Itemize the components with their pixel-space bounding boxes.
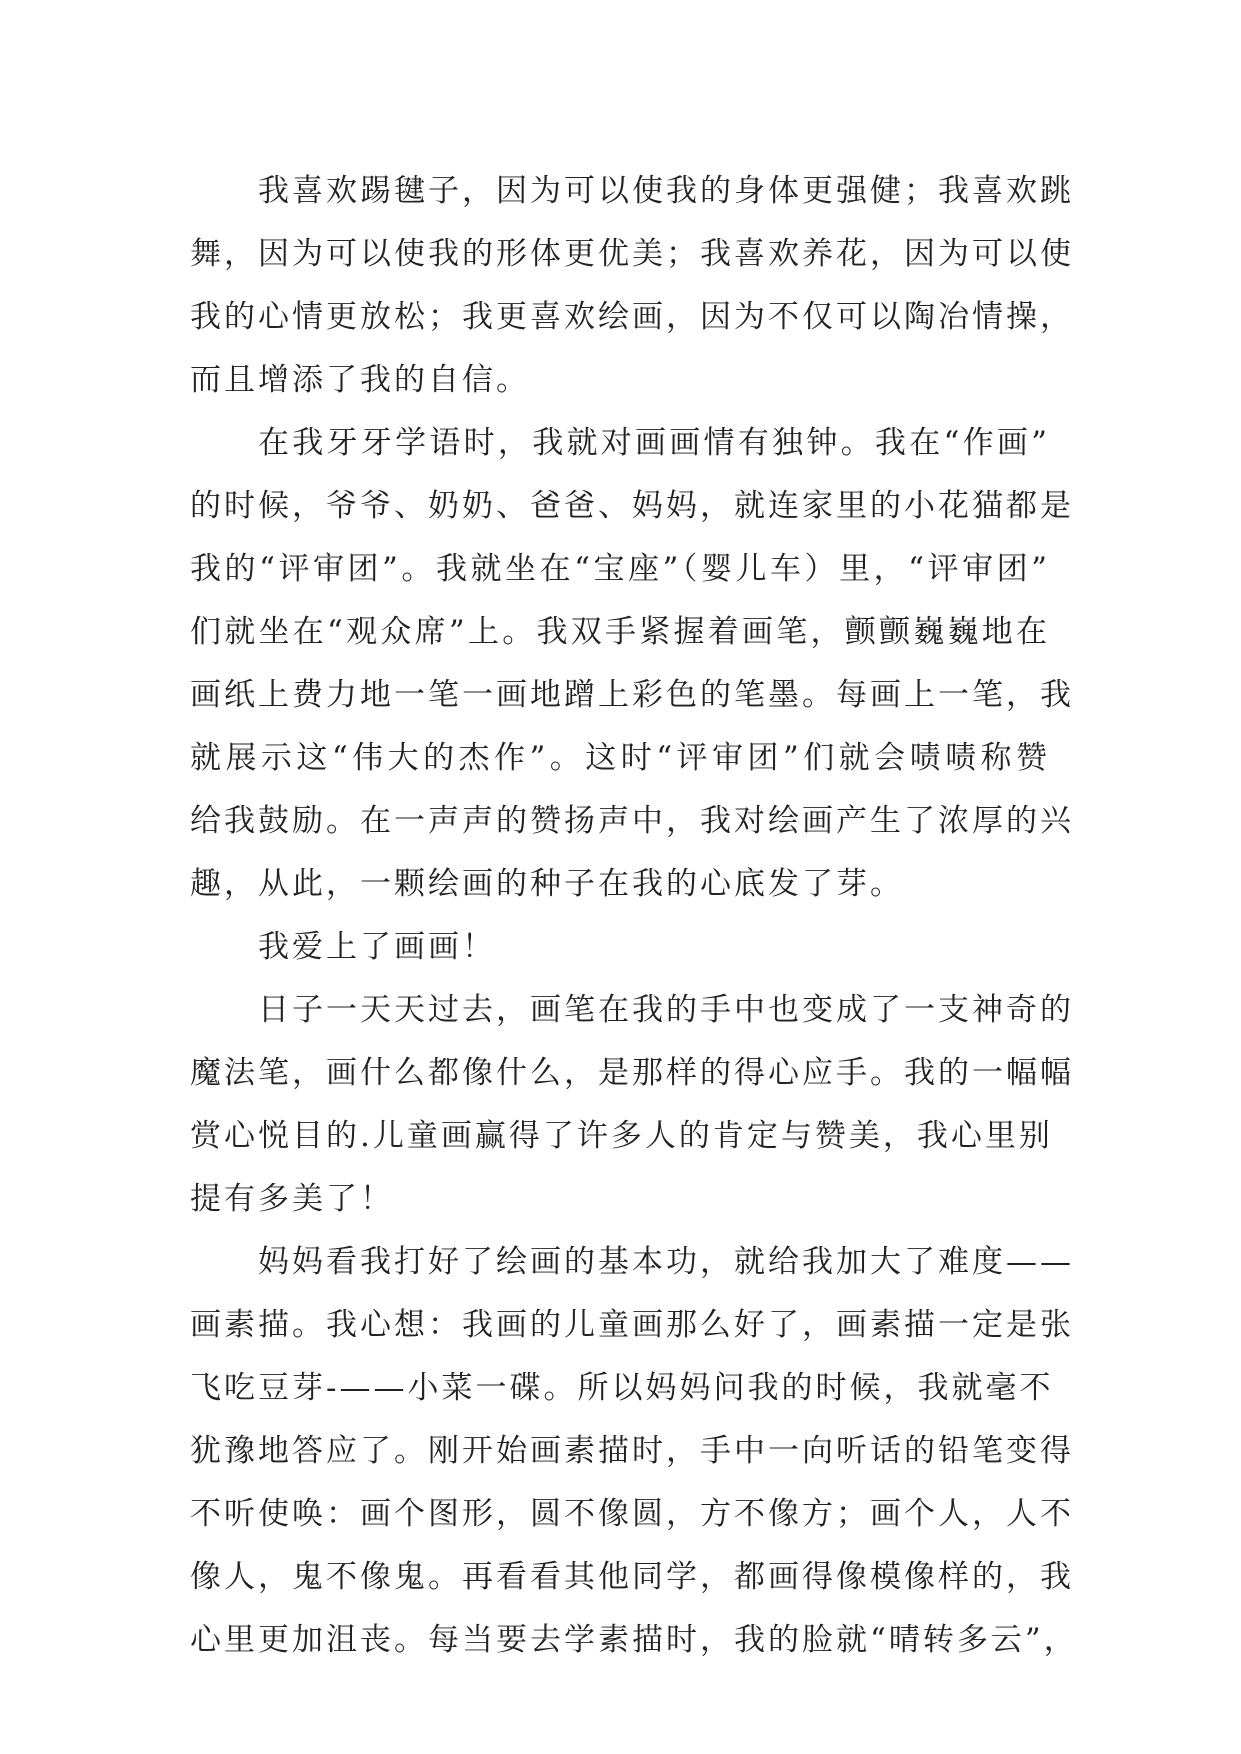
paragraph-1-line-2: 舞，因为可以使我的形体更优美；我喜欢养花，因为可以使 [190,236,1074,272]
paragraph-2-line-8: 趣，从此，一颗绘画的种子在我的心底发了芽。 [190,866,904,902]
paragraph-5-line-6: 像人，鬼不像鬼。再看看其他同学，都画得像模像样的，我 [190,1559,1074,1595]
paragraph-2-line-7: 给我鼓励。在一声声的赞扬声中，我对绘画产生了浓厚的兴 [190,803,1074,839]
paragraph-5-line-7: 心里更加沮丧。每当要去学素描时，我的脸就“晴转多云”， [190,1622,1078,1658]
paragraph-1-line-4: 而且增添了我的自信。 [190,362,530,398]
paragraph-5-line-5: 不听使唤：画个图形，圆不像圆，方不像方；画个人，人不 [190,1496,1074,1532]
paragraph-5-line-2: 画素描。我心想：我画的儿童画那么好了，画素描一定是张 [190,1307,1074,1343]
paragraph-5-line-1: 妈妈看我打好了绘画的基本功，就给我加大了难度—— [258,1244,1074,1280]
paragraph-2-line-1: 在我牙牙学语时，我就对画画情有独钟。我在“作画” [258,425,1050,461]
paragraph-3-line-1: 我爱上了画画！ [258,929,496,965]
paragraph-2-line-5: 画纸上费力地一笔一画地蹭上彩色的笔墨。每画上一笔，我 [190,677,1074,713]
paragraph-4-line-4: 提有多美了！ [190,1181,394,1217]
paragraph-2-line-6: 就展示这“伟大的杰作”。这时“评审团”们就会啧啧称赞 [190,740,1050,776]
paragraph-1-line-1: 我喜欢踢毽子，因为可以使我的身体更强健；我喜欢跳 [258,173,1074,209]
paragraph-4-line-2: 魔法笔，画什么都像什么，是那样的得心应手。我的一幅幅 [190,1055,1074,1091]
paragraph-5-line-4: 犹豫地答应了。刚开始画素描时，手中一向听话的铅笔变得 [190,1433,1074,1469]
paragraph-4-line-3: 赏心悦目的.儿童画赢得了许多人的肯定与赞美，我心里别 [190,1118,1053,1154]
paragraph-1-line-3: 我的心情更放松；我更喜欢绘画，因为不仅可以陶冶情操， [190,299,1074,335]
essay-body [190,160,1078,1672]
paragraph-5-line-3: 飞吃豆芽-——小菜一碟。所以妈妈问我的时候，我就毫不 [190,1370,1054,1406]
paragraph-4-line-1: 日子一天天过去，画笔在我的手中也变成了一支神奇的 [258,992,1074,1028]
paragraph-2-line-4: 们就坐在“观众席”上。我双手紧握着画笔，颤颤巍巍地在 [190,614,1050,650]
paragraph-2-line-2: 的时候，爷爷、奶奶、爸爸、妈妈，就连家里的小花猫都是 [190,488,1074,524]
paragraph-2-line-3: 我的“评审团”。我就坐在“宝座”（婴儿车）里，“评审团” [190,551,1050,587]
